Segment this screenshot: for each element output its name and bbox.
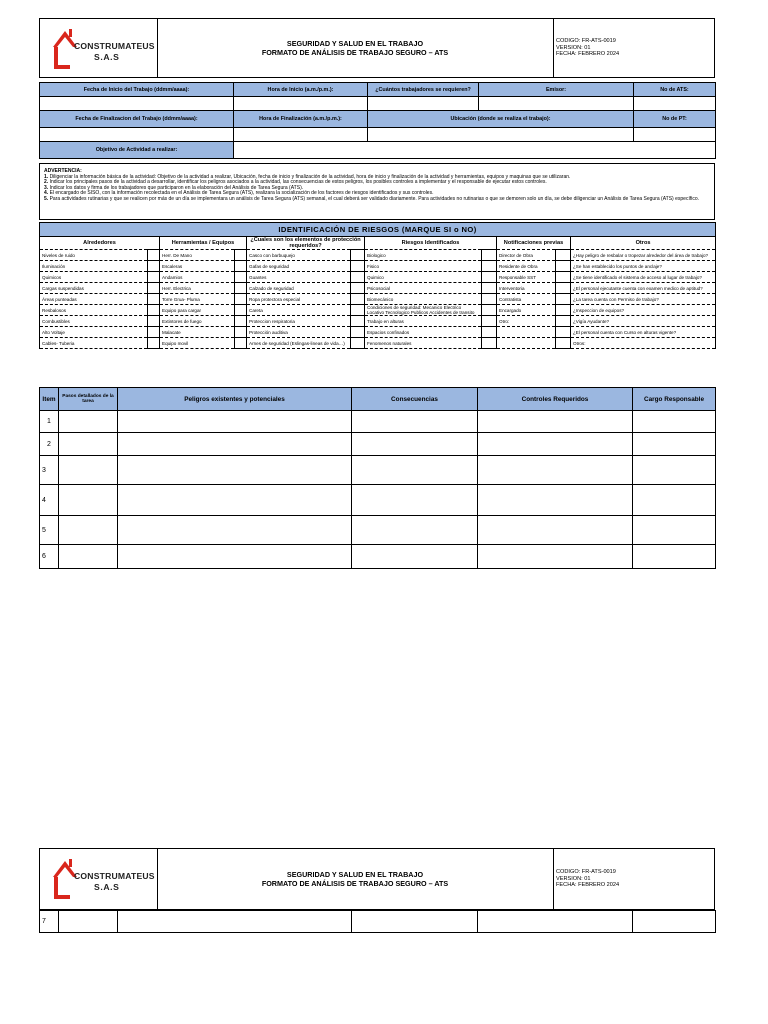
task-item-number: 5: [40, 516, 59, 545]
risk-row: [40, 294, 716, 305]
risk-check-cell[interactable]: [148, 316, 160, 327]
task-hazards-field[interactable]: [118, 516, 352, 545]
task-consequences-field[interactable]: [352, 516, 478, 545]
form-meta: [553, 849, 714, 909]
risk-check-cell[interactable]: [482, 272, 497, 283]
risk-check-cell[interactable]: [148, 338, 160, 349]
col-proteccion: ¿Cuales son los elementos de protección requeridos?: [247, 237, 365, 250]
task-row: [40, 545, 716, 569]
risk-label: Biologico: [365, 250, 482, 261]
pt-number-field[interactable]: [634, 128, 716, 142]
task-controls-field[interactable]: [478, 911, 633, 933]
risk-label: ¿Se han establecido los puntos de anclaje?: [571, 261, 716, 272]
col-item: Item: [40, 388, 59, 411]
brand-name: CONSTRUMATEUS: [74, 41, 155, 51]
task-hazards-field[interactable]: [118, 545, 352, 569]
risk-label: Cargas suspendidas: [40, 283, 148, 294]
task-controls-field[interactable]: [478, 456, 633, 485]
objective-label: Objetivo de Actividad a realizar:: [40, 142, 234, 159]
col-otros: Otros: [571, 237, 716, 250]
task-hazards-field[interactable]: [118, 911, 352, 933]
warning-item: 5. Para actividades rutinarias y que se realicen por más de un día se implementara un análisis de Tarea Segura (ATS) semanal, el cual deberá ser validado diariamente. Para actividades no rutinarias o que se demoren solo un día, se debe diligenciar un Análisis de Tarea Segura (ATS) específico.: [44, 195, 700, 202]
task-row: [40, 456, 716, 485]
risk-label: Cables- Tuberia: [40, 338, 148, 349]
workers-label: ¿Cuántos trabajadores se requieren?: [368, 83, 479, 97]
risk-label: Trabajo en alturas: [365, 316, 482, 327]
info-table: [39, 82, 716, 159]
task-responsible-field[interactable]: [633, 911, 716, 933]
task-controls-field[interactable]: [478, 485, 633, 516]
risk-label: ¿El personal cuenta con Curso en alturas vigente?: [571, 327, 716, 338]
task-row: [40, 411, 716, 433]
col-alrededores: Alrededores: [40, 237, 160, 250]
risk-check-cell[interactable]: [351, 261, 365, 272]
risk-check-cell[interactable]: [148, 250, 160, 261]
warning-box: [39, 163, 715, 220]
risk-check-cell[interactable]: [148, 261, 160, 272]
risk-label: Condiciones de seguridad: Mecanico Electrico Locativo Tecnologico Publicos Accidentes de transito: [365, 305, 482, 316]
task-responsible-field[interactable]: [633, 485, 716, 516]
emisor-field[interactable]: [479, 97, 634, 111]
risk-check-cell[interactable]: [482, 283, 497, 294]
task-item-number: 3: [40, 456, 59, 485]
ats-number-field[interactable]: [634, 97, 716, 111]
risk-label: Psicosocial: [365, 283, 482, 294]
company-logo: [40, 849, 158, 909]
risk-label: Malacate: [160, 327, 235, 338]
title-line-2: FORMATO DE ANÁLISIS DE TRABAJO SEGURO – ATS: [261, 48, 449, 57]
workers-field[interactable]: [368, 97, 479, 111]
risk-label: Niveles de ruido: [40, 250, 148, 261]
pt-number-label: No de PT:: [634, 111, 716, 128]
risk-label: Fenomenos naturales: [365, 338, 482, 349]
task-row: [40, 433, 716, 456]
risk-check-cell[interactable]: [351, 316, 365, 327]
risk-check-cell[interactable]: [148, 283, 160, 294]
form-version: VERSION: 01: [556, 44, 591, 51]
brand-name: CONSTRUMATEUS: [74, 871, 155, 881]
col-riesgos: Riesgos Identificados: [365, 237, 497, 250]
risk-table-title: IDENTIFICACIÓN DE RIESGOS (MARQUE SI o NO): [40, 223, 716, 237]
risk-label: Fisico: [365, 261, 482, 272]
task-responsible-field[interactable]: [633, 411, 716, 433]
task-controls-field[interactable]: [478, 433, 633, 456]
risk-check-cell[interactable]: [351, 305, 365, 316]
ats-number-label: No de ATS:: [634, 83, 716, 97]
risk-check-cell[interactable]: [482, 294, 497, 305]
task-controls-field[interactable]: [478, 545, 633, 569]
form-header-page2: [39, 848, 715, 910]
risk-label: Contratista: [497, 294, 556, 305]
form-date: FECHA: FEBRERO 2024: [556, 882, 620, 889]
risk-check-cell[interactable]: [556, 283, 571, 294]
risk-label: ¿El personal ejecutante cuenta con examen medico de aptitud?: [571, 283, 716, 294]
location-label: Ubicación (donde se realiza el trabajo):: [368, 111, 634, 128]
risk-label: Otros:: [571, 338, 716, 349]
risk-check-cell[interactable]: [556, 261, 571, 272]
task-controls-field[interactable]: [478, 411, 633, 433]
risk-check-cell[interactable]: [351, 327, 365, 338]
risk-label: Equipo para cargar: [160, 305, 235, 316]
risk-label: [497, 338, 556, 349]
risk-check-cell[interactable]: [556, 250, 571, 261]
tasks-table: [39, 387, 716, 569]
warning-item: 2. Indicar los principales pasos de la actividad a desarrollar, identificar los peligros asociados a la actividad, las consecuencias de estos peligros, los posibles controles a implementar y el responsable de ejecutar estos controles.: [44, 179, 547, 186]
task-hazards-field[interactable]: [118, 485, 352, 516]
risk-label: Gafas de seguridad: [247, 261, 351, 272]
warning-item: 3. Indicar los datos y firma de los trabajadores que participaron en la elaboración del Análisis de Tarea Segura (ATS).: [44, 184, 304, 191]
risk-label: Protección auditiva: [247, 327, 351, 338]
task-responsible-field[interactable]: [633, 433, 716, 456]
risk-label: Espacios confinados: [365, 327, 482, 338]
warning-title: ADVERTENCIA:: [44, 168, 82, 174]
risk-check-cell[interactable]: [148, 294, 160, 305]
risk-row: [40, 327, 716, 338]
risk-check-cell[interactable]: [482, 338, 497, 349]
risk-label: ¿Se tiene identificado el sistema de acceso al lugar de trabajo?: [571, 272, 716, 283]
end-date-field[interactable]: [40, 128, 234, 142]
risk-check-cell[interactable]: [235, 338, 247, 349]
task-hazards-field[interactable]: [118, 433, 352, 456]
form-meta: [553, 19, 714, 77]
warning-item: 4. El encargado de SISO, con la información recolectada en el Análisis de Tarea Segura (ATS), realizara la socialización de los factores de riesgos identificados y sus controles.: [44, 190, 434, 197]
risk-row: [40, 261, 716, 272]
risk-check-cell[interactable]: [235, 250, 247, 261]
risk-check-cell[interactable]: [556, 305, 571, 316]
risk-check-cell[interactable]: [482, 250, 497, 261]
risk-check-cell[interactable]: [235, 327, 247, 338]
task-steps-field[interactable]: [59, 411, 118, 433]
risk-label: Áreas punteadas: [40, 294, 148, 305]
risk-check-cell[interactable]: [482, 305, 497, 316]
risk-check-cell[interactable]: [235, 261, 247, 272]
risk-label: Residente de Obra: [497, 261, 556, 272]
start-time-field[interactable]: [234, 97, 368, 111]
risk-label: Guantes: [247, 272, 351, 283]
risk-label: Director de Obra: [497, 250, 556, 261]
end-date-label: Fecha de Finalizacion del Trabajo (ddmm/aaaa):: [40, 111, 234, 128]
risk-label: Casco con barbuquejo: [247, 250, 351, 261]
form-title: [157, 849, 553, 909]
col-herramientas: Herramientas / Equipos: [160, 237, 247, 250]
form-header: [39, 18, 715, 78]
risk-label: Otro:: [497, 316, 556, 327]
risk-check-cell[interactable]: [556, 338, 571, 349]
col-pasos: Pasos detallados de la tarea: [59, 388, 118, 411]
task-steps-field[interactable]: [59, 433, 118, 456]
task-row: [40, 485, 716, 516]
risk-row: [40, 338, 716, 349]
risk-label: Calzado de seguridad: [247, 283, 351, 294]
risk-check-cell[interactable]: [556, 316, 571, 327]
risk-row: [40, 250, 716, 261]
task-controls-field[interactable]: [478, 516, 633, 545]
task-steps-field[interactable]: [59, 516, 118, 545]
risk-check-cell[interactable]: [482, 327, 497, 338]
risk-label: Quimicos: [40, 272, 148, 283]
task-consequences-field[interactable]: [352, 456, 478, 485]
risk-label: Andamios: [160, 272, 235, 283]
risk-check-cell[interactable]: [351, 338, 365, 349]
task-item-number: 2: [40, 433, 59, 456]
risk-check-cell[interactable]: [351, 250, 365, 261]
col-peligros: Peligros existentes y potenciales: [118, 388, 352, 411]
task-consequences-field[interactable]: [352, 433, 478, 456]
risk-table: [39, 222, 716, 349]
risk-label: ¿Vigía Ayudante?: [571, 316, 716, 327]
risk-label: Responsable SST: [497, 272, 556, 283]
task-consequences-field[interactable]: [352, 411, 478, 433]
risk-label: ¿Hay peligro de resbalar o tropezar alrededor del área de trabajo?: [571, 250, 716, 261]
risk-label: Escaleras: [160, 261, 235, 272]
risk-row: [40, 305, 716, 316]
warning-item: 1. Diligenciar la información básica de la actividad: Objetivo de la actividad a realizar, Ubicación, fecha de inicio y finalización de la actividad, hora de inicio y finalización de la actividad y herramientas, equipos y maquinas que se utilizaran.: [44, 173, 571, 180]
form-title: [157, 19, 553, 77]
task-steps-field[interactable]: [59, 545, 118, 569]
risk-label: Iluminación: [40, 261, 148, 272]
risk-label: Ropa protectora especial: [247, 294, 351, 305]
risk-check-cell[interactable]: [351, 294, 365, 305]
risk-check-cell[interactable]: [351, 283, 365, 294]
risk-check-cell[interactable]: [235, 283, 247, 294]
risk-row: [40, 283, 716, 294]
col-controles: Controles Requeridos: [478, 388, 633, 411]
risk-label: Resbalosos: [40, 305, 148, 316]
risk-check-cell[interactable]: [235, 272, 247, 283]
risk-label: Torre Grua- Pluma: [160, 294, 235, 305]
risk-label: Extintores de fuego: [160, 316, 235, 327]
risk-label: Careta: [247, 305, 351, 316]
risk-check-cell[interactable]: [148, 305, 160, 316]
task-steps-field[interactable]: [59, 456, 118, 485]
task-item-number: 4: [40, 485, 59, 516]
risk-check-cell[interactable]: [482, 261, 497, 272]
risk-check-cell[interactable]: [556, 294, 571, 305]
objective-field[interactable]: [234, 142, 716, 159]
risk-label: Combustibles: [40, 316, 148, 327]
end-time-field[interactable]: [234, 128, 368, 142]
brand-suffix: S.A.S: [94, 52, 120, 62]
risk-check-cell[interactable]: [235, 294, 247, 305]
form-code: CODIGO: FR-ATS-0019: [556, 38, 616, 45]
form-version: VERSION: 01: [556, 875, 591, 882]
task-responsible-field[interactable]: [633, 456, 716, 485]
risk-label: Proteccion respiratoria: [247, 316, 351, 327]
location-field[interactable]: [368, 128, 634, 142]
task-steps-field[interactable]: [59, 911, 118, 933]
risk-row: [40, 272, 716, 283]
risk-label: Quimico: [365, 272, 482, 283]
risk-label: Interventoria: [497, 283, 556, 294]
start-date-field[interactable]: [40, 97, 234, 111]
risk-label: Equipo movil: [160, 338, 235, 349]
end-time-label: Hora de Finalización (a.m./p.m.):: [234, 111, 368, 128]
task-responsible-field[interactable]: [633, 516, 716, 545]
task-responsible-field[interactable]: [633, 545, 716, 569]
task-item-number: 7: [40, 911, 59, 933]
emisor-label: Emisor:: [479, 83, 634, 97]
col-cargo: Cargo Responsable: [633, 388, 716, 411]
risk-check-cell[interactable]: [148, 327, 160, 338]
task-consequences-field[interactable]: [352, 485, 478, 516]
task-row: [40, 516, 716, 545]
risk-check-cell[interactable]: [482, 316, 497, 327]
task-item-number: 1: [40, 411, 59, 433]
risk-check-cell[interactable]: [235, 305, 247, 316]
company-logo: [40, 19, 158, 77]
risk-label: Encargado: [497, 305, 556, 316]
risk-check-cell[interactable]: [556, 327, 571, 338]
task-item-number: 6: [40, 545, 59, 569]
risk-check-cell[interactable]: [148, 272, 160, 283]
col-notificaciones: Notificaciones previas: [497, 237, 571, 250]
risk-label: Herr. De Mano: [160, 250, 235, 261]
risk-label: Herr. Electrica: [160, 283, 235, 294]
start-date-label: Fecha de Inicio del Trabajo (ddmm/aaaa):: [40, 83, 234, 97]
start-time-label: Hora de Inicio (a.m./p.m.):: [234, 83, 368, 97]
task-hazards-field[interactable]: [118, 411, 352, 433]
risk-label: Biomecánico: [365, 294, 482, 305]
form-date: FECHA: FEBRERO 2024: [556, 51, 620, 58]
risk-label: ¿La tarea cuenta con Permiso de trabajo?: [571, 294, 716, 305]
task-consequences-field[interactable]: [352, 911, 478, 933]
task-consequences-field[interactable]: [352, 545, 478, 569]
tasks-table-page2: [39, 910, 716, 933]
col-consecuencias: Consecuencias: [352, 388, 478, 411]
risk-label: ¿Inspeccion de equipos?: [571, 305, 716, 316]
form-code: CODIGO: FR-ATS-0019: [556, 869, 616, 876]
task-hazards-field[interactable]: [118, 456, 352, 485]
risk-check-cell[interactable]: [351, 272, 365, 283]
risk-label: Arnes de seguridad (Eslingas-lineas de vida…): [247, 338, 351, 349]
title-line-1: SEGURIDAD Y SALUD EN EL TRABAJO: [286, 870, 424, 879]
brand-suffix: S.A.S: [94, 882, 120, 892]
risk-check-cell[interactable]: [556, 272, 571, 283]
task-steps-field[interactable]: [59, 485, 118, 516]
risk-row: [40, 316, 716, 327]
title-line-2: FORMATO DE ANÁLISIS DE TRABAJO SEGURO – ATS: [261, 879, 449, 888]
risk-label: [497, 327, 556, 338]
risk-check-cell[interactable]: [235, 316, 247, 327]
risk-label: Alto Voltaje: [40, 327, 148, 338]
title-line-1: SEGURIDAD Y SALUD EN EL TRABAJO: [286, 39, 424, 48]
